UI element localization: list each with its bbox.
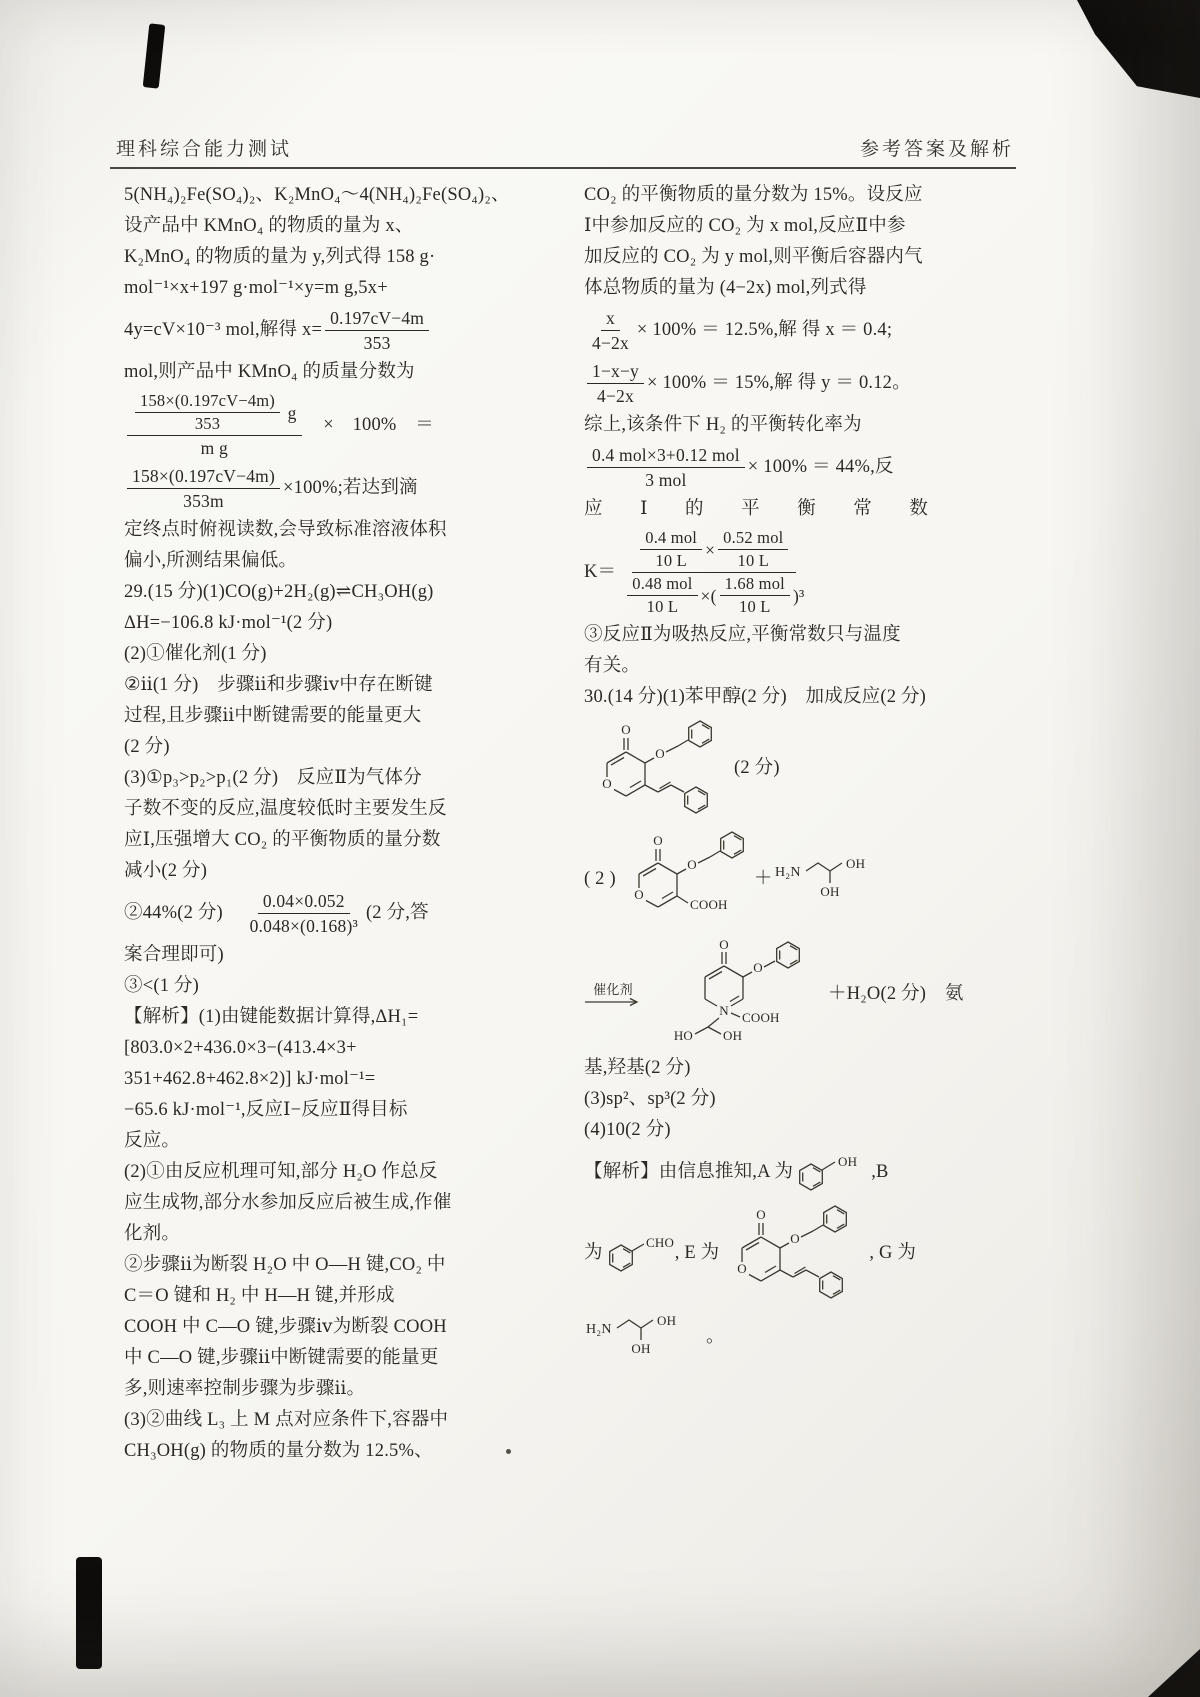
numerator: 1.68 mol xyxy=(720,574,790,596)
text-line: −65.6 kJ·mol⁻¹,反应Ⅰ−反应Ⅱ得目标 xyxy=(124,1100,408,1120)
ring-oxygen-label: O xyxy=(634,887,644,902)
carbonyl-oxygen-label: O xyxy=(719,938,729,952)
ring-oxygen-label: O xyxy=(602,776,612,791)
text-line: COOH 中 C—O 键,步骤ⅳ为断裂 COOH xyxy=(124,1317,447,1337)
text-line: 应Ⅰ,压强增大 CO₂ 的平衡物质的量分数 xyxy=(124,830,441,850)
fraction-nested xyxy=(619,528,809,617)
text-line: [803.0×2+436.0×3−(413.4×3+ xyxy=(124,1038,357,1058)
text-line: ②ⅱ(1 分) 步骤ⅱ和步骤ⅳ中存在断键 xyxy=(124,675,433,695)
hydroxyl-label: OH xyxy=(657,1313,677,1328)
text: , E 为 xyxy=(674,1243,720,1263)
text-line: 有关。 xyxy=(584,656,641,676)
denominator: 353 xyxy=(363,333,391,353)
fraction xyxy=(587,360,644,407)
hydroxyl-label: OH xyxy=(631,1341,651,1356)
numerator: 0.48 mol xyxy=(627,574,697,596)
text-line: 偏小,所测结果偏低。 xyxy=(124,551,298,571)
text-line: 定终点时俯视读数,会导致标准溶液体积 xyxy=(124,520,447,540)
header-rule xyxy=(110,167,1016,169)
text: K＝ xyxy=(584,562,617,582)
structure-pyranone-obn-styryl xyxy=(719,1201,869,1306)
fraction xyxy=(720,574,790,617)
numerator: 0.197cV−4m xyxy=(325,307,429,331)
text-line: 体总物质的量为 (4−2x) mol,列式得 xyxy=(584,278,867,298)
hydroxyl-label: HO xyxy=(673,1028,693,1043)
formula-line xyxy=(124,304,560,357)
formula-line xyxy=(124,462,560,515)
denominator: 353m xyxy=(183,491,224,511)
numerator: 0.4 mol×3+0.12 mol xyxy=(587,444,745,468)
text-line: 应 Ⅰ 的 平 衡 常 数 xyxy=(584,499,929,519)
arrow-icon xyxy=(584,997,642,1007)
text-line: 减小(2 分) xyxy=(124,861,208,881)
text-line: 反应。 xyxy=(124,1131,181,1151)
text-line: mol⁻¹×x+197 g·mol⁻¹×y=m g,5x+ xyxy=(124,278,388,298)
fraction xyxy=(587,307,634,354)
right-column xyxy=(584,180,1024,1365)
scan-artifact xyxy=(76,1557,102,1669)
numerator: 158×(0.197cV−4m) xyxy=(135,391,280,413)
text: , G 为 xyxy=(869,1243,917,1263)
structure-aminopropanediol xyxy=(773,855,895,905)
text-line: ③<(1 分) xyxy=(124,976,200,996)
formula-line xyxy=(124,388,560,462)
catalyst-label: 催化剂 xyxy=(593,981,633,997)
formula-line xyxy=(124,887,560,940)
denominator: 10 L xyxy=(739,597,771,616)
text: × 100% ＝ 44%,反 xyxy=(747,457,894,477)
ring-nitrogen-label: N xyxy=(719,1003,729,1018)
text-line: (3)②曲线 L₃ 上 M 点对应条件下,容器中 xyxy=(124,1410,449,1430)
text-line: Ⅰ中参加反应的 CO₂ 为 x mol,反应Ⅱ中参 xyxy=(584,216,906,236)
text-line: ③反应Ⅱ为吸热反应,平衡常数只与温度 xyxy=(584,625,901,645)
ring-oxygen-label: O xyxy=(737,1261,748,1276)
text-line: 30.(14 分)(1)苯甲醇(2 分) 加成反应(2 分) xyxy=(584,687,927,707)
text-line: ΔH=−106.8 kJ·mol⁻¹(2 分) xyxy=(124,613,333,633)
scan-artifact xyxy=(1050,0,1200,98)
fraction xyxy=(135,391,280,434)
structure-line xyxy=(584,935,1024,1053)
numerator: 0.52 mol xyxy=(718,528,788,550)
text-line: 基,羟基(2 分) xyxy=(584,1058,691,1078)
text-line: (2 分) xyxy=(124,737,170,757)
text-line: C＝O 键和 H₂ 中 H—H 键,并形成 xyxy=(124,1286,395,1306)
structure-pyranone-obn-cooh xyxy=(616,827,754,932)
item-label: ( 2 ) xyxy=(584,869,616,889)
text-line: 案合理即可) xyxy=(124,945,224,965)
hydroxyl-label: OH xyxy=(819,883,840,899)
text-line: (2)①催化剂(1 分) xyxy=(124,644,267,664)
text: 4y=cV×10⁻³ mol,解得 x= xyxy=(124,320,323,340)
text: ×100%;若达到滴 xyxy=(283,478,418,498)
fraction xyxy=(587,444,745,491)
text-line: 351+462.8+462.8×2)] kJ·mol⁻¹= xyxy=(124,1069,376,1089)
denominator: 10 L xyxy=(737,551,770,570)
fraction xyxy=(325,307,429,354)
fraction xyxy=(640,528,702,571)
text-line: (3)sp²、sp³(2 分) xyxy=(584,1089,716,1109)
structure-benzaldehyde xyxy=(603,1232,675,1276)
analysis-line xyxy=(584,1198,1024,1309)
text: × 100% ＝ 12.5%,解 得 x ＝ 0.4; xyxy=(636,320,893,340)
text-line: mol,则产品中 KMnO₄ 的质量分数为 xyxy=(124,362,415,382)
text: g xyxy=(283,402,297,423)
text: ×( xyxy=(700,585,717,606)
formula-line xyxy=(584,357,1024,410)
fraction xyxy=(245,890,363,937)
cooh-label: COOH xyxy=(689,897,728,912)
fraction xyxy=(627,574,697,617)
header-left-title: 理科综合能力测试 xyxy=(116,139,293,160)
numerator: 0.04×0.052 xyxy=(258,890,350,914)
page-header xyxy=(116,134,1014,161)
text: × xyxy=(705,539,716,560)
header-right-title: 参考答案及解析 xyxy=(859,139,1014,160)
text: ＋H₂O(2 分) 氨 xyxy=(828,983,964,1004)
structure-benzyl-alcohol xyxy=(793,1149,871,1195)
carbonyl-oxygen-label: O xyxy=(756,1207,767,1222)
hydroxyl-label: OH xyxy=(723,1028,743,1043)
structure-pyranone-obn-styryl xyxy=(584,716,734,821)
ether-oxygen-label: O xyxy=(655,746,665,761)
ether-oxygen-label: O xyxy=(790,1231,801,1246)
analysis-line xyxy=(584,1146,1024,1198)
fraction-nested xyxy=(127,391,302,459)
cooh-label: COOH xyxy=(742,1010,780,1025)
fraction xyxy=(718,528,788,571)
text-line: (4)10(2 分) xyxy=(584,1120,671,1140)
text: (2 分,答 xyxy=(365,903,429,923)
formula-line xyxy=(584,441,1024,494)
carbonyl-oxygen-label: O xyxy=(621,722,631,737)
text-line: 加反应的 CO₂ 为 y mol,则平衡后容器内气 xyxy=(584,247,923,267)
denominator: 4−2x xyxy=(597,386,634,406)
text-line: ②步骤ⅱ为断裂 H₂O 中 O—H 键,CO₂ 中 xyxy=(124,1255,446,1275)
denominator: 10 L xyxy=(655,551,687,570)
text: 【解析】由信息推知,A 为 xyxy=(584,1161,794,1182)
text-line: 29.(15 分)(1)CO(g)+2H₂(g)⇌CH₃OH(g) xyxy=(124,582,434,602)
text-line: 子数不变的反应,温度较低时主要发生反 xyxy=(124,799,447,819)
text: × 100% ＝ 15%,解 得 y ＝ 0.12。 xyxy=(647,373,911,393)
numerator: 1−x−y xyxy=(587,360,644,384)
denominator xyxy=(619,573,809,617)
scan-artifact xyxy=(1120,1637,1200,1697)
analysis-line xyxy=(584,1309,1024,1365)
aldehyde-label: CHO xyxy=(645,1234,674,1250)
ether-oxygen-label: O xyxy=(753,960,763,975)
text-line: 应生成物,部分水参加反应后被生成,作催 xyxy=(124,1193,452,1213)
text: ②44%(2 分) xyxy=(124,903,242,923)
text-line: CH₃OH(g) 的物质的量分数为 12.5%、 xyxy=(124,1441,433,1461)
text: ,B xyxy=(871,1161,889,1182)
structure-line xyxy=(584,824,1024,935)
amine-label: H₂N xyxy=(586,1322,612,1337)
numerator xyxy=(632,528,796,573)
structure-aminopropanediol xyxy=(584,1312,706,1362)
numerator: 0.4 mol xyxy=(640,528,702,550)
text-line: 中 C—O 键,步骤ⅱ中断键需要的能量更 xyxy=(124,1348,439,1368)
score-label: (2 分) xyxy=(734,758,780,778)
numerator xyxy=(127,391,302,436)
text-line: 综上,该条件下 H₂ 的平衡转化率为 xyxy=(584,415,862,435)
denominator: 353 xyxy=(194,414,221,433)
text-line: 设产品中 KMnO₄ 的物质的量为 x、 xyxy=(124,216,414,236)
denominator: 3 mol xyxy=(645,470,687,490)
denominator: 10 L xyxy=(646,597,679,616)
fraction xyxy=(127,465,280,512)
amine-label: H₂N xyxy=(774,864,801,880)
text: × 100% ＝ xyxy=(304,414,434,435)
plus-sign: ＋ xyxy=(753,869,773,889)
hydroxyl-label: OH xyxy=(838,1154,858,1169)
text-line: (3)①p₃>p₂>p₁(2 分) 反应Ⅱ为气体分 xyxy=(124,768,422,788)
hydroxyl-label: OH xyxy=(845,855,865,871)
carbonyl-oxygen-label: O xyxy=(653,833,663,848)
left-column xyxy=(124,180,560,1467)
ether-oxygen-label: O xyxy=(687,857,697,872)
text-line: 多,则速率控制步骤为步骤ⅱ。 xyxy=(124,1379,366,1399)
text: 。 xyxy=(706,1326,725,1347)
structure-line xyxy=(584,713,1024,824)
text-line: 5(NH₄)₂Fe(SO₄)₂、K₂MnO₄～4(NH₄)₂Fe(SO₄)₂、 xyxy=(124,185,510,205)
text-line: 化剂。 xyxy=(124,1224,181,1244)
text-line: (2)①由反应机理可知,部分 H₂O 作总反 xyxy=(124,1162,438,1182)
numerator: x xyxy=(601,307,620,331)
denominator: 4−2x xyxy=(592,333,629,353)
text-line: K₂MnO₄ 的物质的量为 y,列式得 158 g· xyxy=(124,247,436,267)
text-line: CO₂ 的平衡物质的量分数为 15%。设反应 xyxy=(584,185,923,205)
formula-line xyxy=(584,304,1024,357)
denominator: 0.048×(0.168)³ xyxy=(249,916,358,936)
scan-artifact xyxy=(143,23,166,88)
denominator: m g xyxy=(200,438,228,458)
text-line: 过程,且步骤ⅱ中断键需要的能量更大 xyxy=(124,706,422,726)
text-line: 【解析】(1)由键能数据计算得,ΔH₁= xyxy=(124,1007,419,1027)
reaction-arrow xyxy=(584,982,642,1007)
numerator: 158×(0.197cV−4m) xyxy=(127,465,280,489)
equilibrium-constant-formula xyxy=(584,525,1024,620)
text: 为 xyxy=(584,1243,603,1263)
structure-pyridinone-product xyxy=(646,938,828,1050)
text: )³ xyxy=(792,585,805,606)
